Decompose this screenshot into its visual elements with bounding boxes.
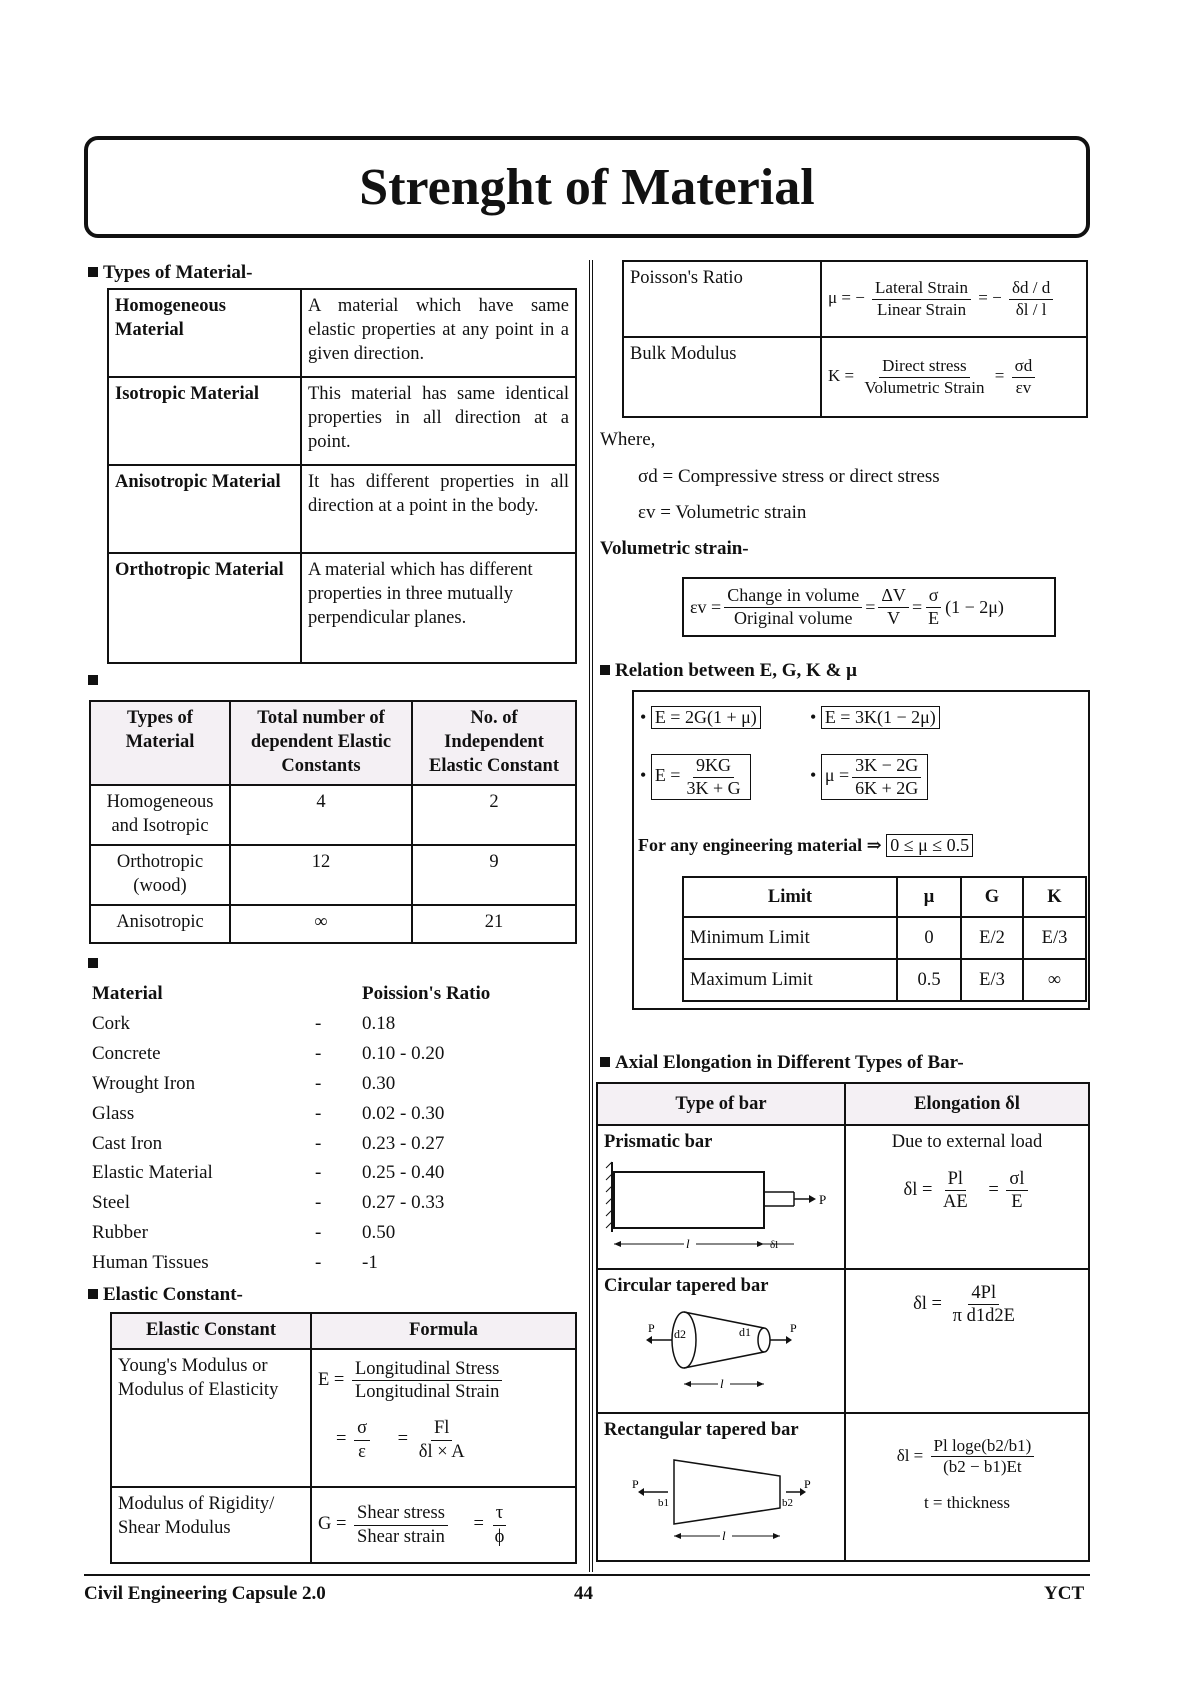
table-row [597,1269,1089,1413]
rectangular-tapered-bar-diagram [604,1442,836,1542]
table-cell: Maximum Limit [683,959,897,1001]
poisson-ratio: 0.10 - 0.20 [362,1043,445,1064]
poisson-ratio: 0.18 [362,1013,396,1034]
table-cell: ∞ [1023,959,1086,1001]
header-cell: Elastic Constant [111,1313,311,1349]
table-row [108,465,576,553]
table-cell: 21 [412,905,576,943]
bulk-modulus-formula: K = $\frac{\text{Direct stress}}{\text{Volumetric Strain}}$ = $\frac{\sigma d}{\varepsilon v}$ [821,337,1087,417]
header-cell: Type of bar [597,1083,845,1125]
table-cell: 0.5 [897,959,961,1001]
fraction: $\frac{\tau}{\phi}$ [494,1503,505,1547]
poisson-ratio: 0.23 - 0.27 [362,1133,445,1154]
relation-formula-2: • E = 3K(1 − 2μ) [810,706,940,729]
fraction: $\frac{\text{Longitudinal Stress}}{\text{Longitudinal Strain}}$ [352,1358,502,1403]
circular-tapered-bar-diagram [604,1298,836,1398]
poisson-material: Concrete [92,1043,161,1064]
square-bullet-icon [600,665,610,675]
footer-left: Civil Engineering Capsule 2.0 [84,1583,326,1604]
square-bullet-icon [88,675,98,685]
table-cell: 2 [412,785,576,845]
relation-heading: Relation between E, G, K & μ [600,660,857,682]
fraction: $\frac{\text{Change in volume}}{\text{Original volume}}$ [724,585,862,629]
table-header-row [683,877,1086,917]
poisson-ratio: 0.50 [362,1222,396,1243]
rectangular-tapered-bar-formula: δl = $\frac{\text{Pl loge(b2/b1)}}{(b2 - b1)Et}$ t = thickness [845,1413,1089,1561]
fraction: $\frac{\sigma d}{\varepsilon v}$ [1012,356,1036,398]
poisson-bulk-table [622,260,1088,418]
footer-divider [84,1574,1090,1576]
fraction: $\frac{Pl}{AE}$ [943,1169,968,1213]
rigidity-modulus-name: Modulus of Rigidity/ Shear Modulus [111,1487,311,1563]
dash: - [315,1043,322,1064]
fraction: $\frac{\sigma}{E}$ [925,585,942,629]
table-cell: Anisotropic [90,905,230,943]
section-bullet [88,670,103,692]
header-cell: Formula [311,1313,576,1349]
table-row [90,905,576,943]
dash: - [315,1162,322,1183]
diagram-label: l [722,1528,726,1543]
header-cell: Elongation δl [845,1083,1089,1125]
table-cell: Orthotropic (wood) [90,845,230,905]
relation-formula-3: • E = $\frac{9KG}{3K + G}$ [640,754,751,800]
dash: - [315,1013,322,1034]
poisson-ratio: 0.30 [362,1073,396,1094]
table-header-row [90,701,576,785]
prismatic-bar-diagram [604,1154,836,1254]
header-cell: μ [897,877,961,917]
limit-table [682,876,1087,1002]
fraction: $\frac{Fl}{\delta l \times A}$ [418,1418,465,1462]
diagram-label: P [648,1321,655,1336]
section-bullet [88,953,103,975]
poisson-ratio: 0.27 - 0.33 [362,1192,445,1213]
fraction: $\frac{\text{Pl loge(b2/b1)}}{(b2 - b1)Et}$ [931,1436,1035,1478]
table-row [108,289,576,377]
material-name: Anisotropic Material [108,465,301,553]
dash: - [315,1133,322,1154]
material-desc: It has different properties in all direction at a point in the body. [301,465,576,553]
youngs-modulus-name: Young's Modulus or Modulus of Elasticity [111,1349,311,1487]
dash: - [315,1103,322,1124]
table-row [111,1349,576,1487]
diagram-label: P [632,1477,639,1492]
fraction: $\frac{\sigma l}{E}$ [1006,1168,1027,1213]
dash: - [315,1073,322,1094]
circular-tapered-bar-formula: δl = $\frac{4Pl}{\text{π d1d2E}}$ [845,1269,1089,1413]
table-row [111,1487,576,1563]
header-cell: Total number of dependent Elastic Constants [230,701,412,785]
poisson-material: Glass [92,1103,135,1124]
table-row [683,959,1086,1001]
material-desc: This material has same identical properties in all direction at a point. [301,377,576,465]
table-row [108,553,576,663]
relation-formula-1: • E = 2G(1 + μ) [640,706,761,729]
fraction: $\frac{\delta d / d}{\delta l / l}$ [1009,278,1053,320]
elastic-constant-table [110,1312,577,1564]
table-cell: E/3 [961,959,1023,1001]
prismatic-bar-cell: Prismatic bar P l δl [597,1125,845,1269]
table-cell: E/2 [961,917,1023,959]
fraction: $\frac{\sigma}{\varepsilon}$ [354,1417,370,1462]
table-row [597,1125,1089,1269]
dash: - [315,1192,322,1213]
poisson-header-material: Material [92,983,163,1004]
footer-page-number: 44 [574,1583,593,1604]
material-name: Homogeneous Material [108,289,301,377]
table-row [623,261,1087,337]
table-row [90,845,576,905]
axial-elongation-table [596,1082,1090,1562]
material-desc: A material which has different properties in three mutually perpendicular planes. [301,553,576,663]
poisson-ratio: 0.25 - 0.40 [362,1162,445,1183]
diagram-label: b1 [658,1497,669,1510]
poisson-ratio-name: Poisson's Ratio [623,261,821,337]
header-cell: No. of Independent Elastic Constant [412,701,576,785]
engineering-material-range: For any engineering material ⇒ 0 ≤ μ ≤ 0.5 [638,834,973,857]
elastic-constants-count-table [89,700,577,944]
fraction: $\frac{3K - 2G}{6K + 2G}$ [852,755,921,799]
where-label: Where, [600,429,656,450]
diagram-label: b2 [782,1497,793,1510]
volumetric-strain-heading: Volumetric strain- [600,538,749,559]
diagram-label: P [804,1477,811,1492]
dash: - [315,1252,322,1273]
rigidity-modulus-formula: G = $\frac{\text{Shear stress}}{\text{Shear strain}}$ = $\frac{\tau}{\phi}$ [311,1487,576,1563]
axial-elongation-heading: Axial Elongation in Different Types of Bar- [600,1052,964,1074]
header-cell: K [1023,877,1086,917]
header-cell: Types of Material [90,701,230,785]
material-desc: A material which have same elastic properties at any point in a given direction. [301,289,576,377]
fraction: $\frac{4Pl}{\text{π d1d2E}}$ [952,1283,1015,1327]
material-name: Isotropic Material [108,377,301,465]
square-bullet-icon [600,1057,610,1067]
diagram-label: l [686,1236,690,1252]
circular-tapered-bar-cell: Circular tapered bar d2 d1 P P l [597,1269,845,1413]
poisson-ratio: 0.02 - 0.30 [362,1103,445,1124]
table-header-row [597,1083,1089,1125]
types-of-material-heading: Types of Material- [88,262,253,284]
diagram-label: P [790,1321,797,1336]
youngs-modulus-formula: E = $\frac{\text{Longitudinal Stress}}{\text{Longitudinal Strain}}$ = $\frac{\sigma}{\varepsilon}$ = $\frac{Fl}{\delta l \times A}$ [311,1349,576,1487]
poisson-material: Steel [92,1192,130,1213]
table-cell: 12 [230,845,412,905]
poisson-material: Cork [92,1013,130,1034]
material-name: Orthotropic Material [108,553,301,663]
prismatic-bar-formula: Due to external load δl = $\frac{Pl}{AE}$ = $\frac{\sigma l}{E}$ [845,1125,1089,1269]
elastic-constant-heading: Elastic Constant- [88,1284,243,1306]
table-cell: 0 [897,917,961,959]
header-cell: G [961,877,1023,917]
footer-right: YCT [1044,1583,1085,1604]
poisson-material: Elastic Material [92,1162,213,1183]
table-cell: 9 [412,845,576,905]
diagram-label: d2 [674,1327,686,1342]
square-bullet-icon [88,958,98,968]
table-row [597,1413,1089,1561]
table-row [90,785,576,845]
fraction: $\frac{\text{Shear stress}}{\text{Shear strain}}$ [354,1502,448,1547]
diagram-label: l [720,1376,724,1392]
table-header-row [111,1313,576,1349]
poisson-material: Human Tissues [92,1252,209,1273]
poisson-material: Rubber [92,1222,148,1243]
volumetric-strain-formula: εv = $\frac{\text{Change in volume}}{\text{Original volume}}$ = $\frac{\Delta V}{V}$ = $\frac{\sigma}{E}$ (1 − 2μ) [682,577,1056,637]
poisson-material: Wrought Iron [92,1073,196,1094]
dash: - [315,1222,322,1243]
fraction: $\frac{\text{Lateral Strain}}{\text{Linear Strain}}$ [872,278,971,320]
table-cell: ∞ [230,905,412,943]
rectangular-tapered-bar-cell: Rectangular tapered bar P b1 b2 P l [597,1413,845,1561]
table-cell: Minimum Limit [683,917,897,959]
poisson-ratio: -1 [362,1252,378,1273]
table-cell: E/3 [1023,917,1086,959]
table-cell: Homogeneous and Isotropic [90,785,230,845]
square-bullet-icon [88,1289,98,1299]
poisson-material: Cast Iron [92,1133,163,1154]
table-row [623,337,1087,417]
table-row [108,377,576,465]
diagram-label: P [819,1192,827,1208]
table-row [683,917,1086,959]
fraction: $\frac{\text{Direct stress}}{\text{Volumetric Strain}}$ [864,356,985,397]
table-cell: 4 [230,785,412,845]
fraction: $\frac{9KG}{3K + G}$ [686,755,741,798]
column-divider [589,260,593,1572]
square-bullet-icon [88,267,98,277]
fraction: $\frac{\Delta V}{V}$ [878,585,909,629]
types-of-material-table [107,288,577,664]
poisson-header-ratio: Poission's Ratio [362,983,491,1004]
poisson-ratio-formula: μ = − $\frac{\text{Lateral Strain}}{\text{Linear Strain}}$ = − $\frac{\delta d / d}{\delta l / l}$ [821,261,1087,337]
page-title: Strenght of Material [84,136,1090,238]
where-line: σd = Compressive stress or direct stress [638,466,940,487]
header-cell: Limit [683,877,897,917]
diagram-label: δl [770,1239,779,1252]
where-line: εv = Volumetric strain [638,502,807,523]
diagram-label: d1 [739,1325,751,1340]
bulk-modulus-name: Bulk Modulus [623,337,821,417]
relation-formula-4: • μ = $\frac{3K - 2G}{6K + 2G}$ [810,754,928,800]
